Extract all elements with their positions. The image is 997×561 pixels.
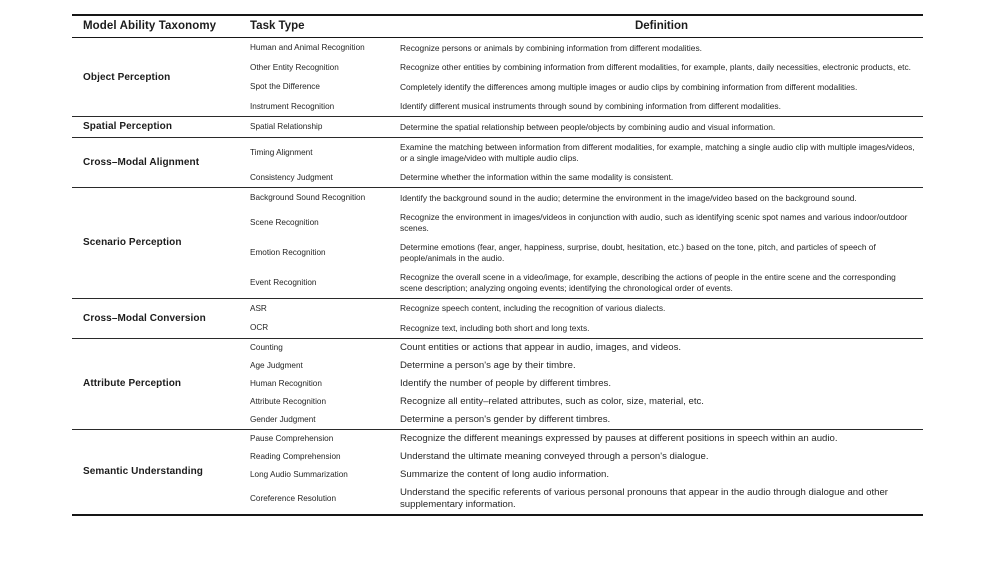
table-row	[250, 117, 923, 137]
taxonomy-cell: Scenario Perception	[83, 237, 182, 249]
task-type-cell: Emotion Recognition	[250, 248, 326, 257]
task-type-cell: Event Recognition	[250, 278, 317, 287]
table-section	[72, 38, 923, 116]
taxonomy-table	[72, 14, 923, 516]
definition-cell: Recognize the overall scene in a video/image, for example, describing the actions of people in the entire scene and the corresponding scene description; analyzing ongoing events; identifying the chronological order of events.	[400, 272, 896, 293]
task-type-cell: Spatial Relationship	[250, 122, 323, 132]
definition-cell: Understand the specific referents of various personal pronouns that appear in the audio through dialogue and other supplementary information.	[400, 486, 889, 510]
task-type-cell: Instrument Recognition	[250, 101, 335, 111]
table-section	[72, 429, 923, 514]
table-row	[250, 38, 923, 58]
table-row	[250, 238, 923, 268]
table-section	[72, 137, 923, 188]
table-row	[250, 318, 923, 338]
definition-cell: Recognize persons or animals by combining information from different modalities.	[400, 42, 702, 53]
definition-cell: Determine whether the information within the same modality is consistent.	[400, 172, 674, 182]
definition-cell: Recognize text, including both short and long texts.	[400, 322, 590, 333]
header-cell-definition: Definition	[634, 20, 689, 32]
table-row	[250, 466, 923, 484]
definition-cell: Recognize all entity–related attributes, such as color, size, material, etc.	[400, 395, 704, 407]
taxonomy-cell: Cross–Modal Conversion	[83, 312, 206, 324]
task-type-cell: OCR	[250, 323, 269, 333]
taxonomy-cell: Attribute Perception	[83, 378, 182, 389]
task-type-cell: ASR	[250, 303, 267, 313]
taxonomy-cell: Object Perception	[83, 71, 171, 83]
definition-cell: Determine emotions (fear, anger, happiness, surprise, doubt, hesitation, etc.) based on the tone, pitch, and particles of speech of people/animals in the audio.	[400, 242, 876, 263]
definition-cell: Recognize the environment in images/videos in conjunction with audio, such as identifying scenic spot names and various indoor/outdoor scenes.	[400, 212, 908, 233]
taxonomy-cell: Spatial Perception	[83, 121, 173, 133]
table-row	[250, 138, 923, 168]
taxonomy-cell: Semantic Understanding	[83, 466, 203, 477]
task-type-cell: Timing Alignment	[250, 148, 313, 157]
definition-cell: Examine the matching between information from different modalities, for example, matching a single audio clip with multiple images/videos, or a single image/video with multiple audio clips.	[400, 142, 915, 163]
definition-cell: Identify different musical instruments through sound by combining information from different modalities.	[400, 101, 781, 111]
task-type-cell: Reading Comprehension	[250, 452, 341, 461]
header-cell-task-type: Task Type	[250, 20, 305, 32]
task-type-cell: Pause Comprehension	[250, 434, 334, 443]
table-row	[250, 411, 923, 429]
table-row	[250, 268, 923, 298]
task-type-cell: Age Judgment	[250, 361, 303, 370]
table-section	[72, 338, 923, 429]
definition-cell: Completely identify the differences among multiple images or audio clips by combining information from different modalities.	[400, 81, 858, 92]
table-row	[250, 58, 923, 78]
definition-cell: Determine a person's gender by different timbres.	[400, 413, 611, 425]
table-section	[72, 187, 923, 298]
task-type-cell: Coreference Resolution	[250, 494, 337, 503]
table-section	[72, 298, 923, 338]
definition-cell: Determine the spatial relationship between people/objects by combining audio and visual information.	[400, 121, 776, 132]
table-row	[250, 484, 923, 514]
table-row	[250, 77, 923, 97]
section-rows	[250, 188, 923, 298]
table-row	[250, 339, 923, 357]
table-row	[250, 299, 923, 319]
table-row	[250, 168, 923, 188]
table-body	[72, 38, 923, 514]
table-row	[250, 208, 923, 238]
section-rows	[250, 430, 923, 514]
section-rows	[250, 38, 923, 116]
header-cell-taxonomy: Model Ability Taxonomy	[83, 20, 217, 32]
section-rows	[250, 339, 923, 429]
task-type-cell: Other Entity Recognition	[250, 62, 339, 72]
task-type-cell: Spot the Difference	[250, 82, 320, 92]
definition-cell: Identify the background sound in the audio; determine the environment in the image/video based on the background sound.	[400, 192, 857, 203]
task-type-cell: Consistency Judgment	[250, 172, 333, 182]
definition-cell: Determine a person's age by their timbre.	[400, 359, 576, 371]
table-row	[250, 97, 923, 117]
definition-cell: Understand the ultimate meaning conveyed through a person's dialogue.	[400, 450, 709, 462]
section-rows	[250, 117, 923, 137]
task-type-cell: Counting	[250, 343, 283, 352]
task-type-cell: Scene Recognition	[250, 218, 319, 227]
task-type-cell: Background Sound Recognition	[250, 193, 366, 203]
task-type-cell: Long Audio Summarization	[250, 470, 348, 479]
table-section	[72, 116, 923, 137]
section-rows	[250, 138, 923, 188]
task-type-cell: Human and Animal Recognition	[250, 43, 365, 53]
taxonomy-cell: Cross–Modal Alignment	[83, 156, 200, 168]
table-row	[250, 375, 923, 393]
task-type-cell: Human Recognition	[250, 379, 322, 388]
definition-cell: Summarize the content of long audio information.	[400, 468, 610, 480]
table-row	[250, 430, 923, 448]
definition-cell: Recognize the different meanings expressed by pauses at different positions in speech within an audio.	[400, 432, 838, 444]
definition-cell: Recognize speech content, including the recognition of various dialects.	[400, 303, 666, 313]
task-type-cell: Gender Judgment	[250, 415, 316, 424]
task-type-cell: Attribute Recognition	[250, 397, 327, 406]
section-rows	[250, 299, 923, 338]
table-row	[250, 448, 923, 466]
table-row	[250, 357, 923, 375]
table-row	[250, 393, 923, 411]
definition-cell: Identify the number of people by different timbres.	[400, 377, 612, 389]
definition-cell: Count entities or actions that appear in audio, images, and videos.	[400, 341, 682, 353]
table-header-row	[72, 16, 923, 38]
table-row	[250, 188, 923, 208]
definition-cell: Recognize other entities by combining information from different modalities, for example, plants, daily necessities, electronic products, etc.	[400, 62, 911, 72]
